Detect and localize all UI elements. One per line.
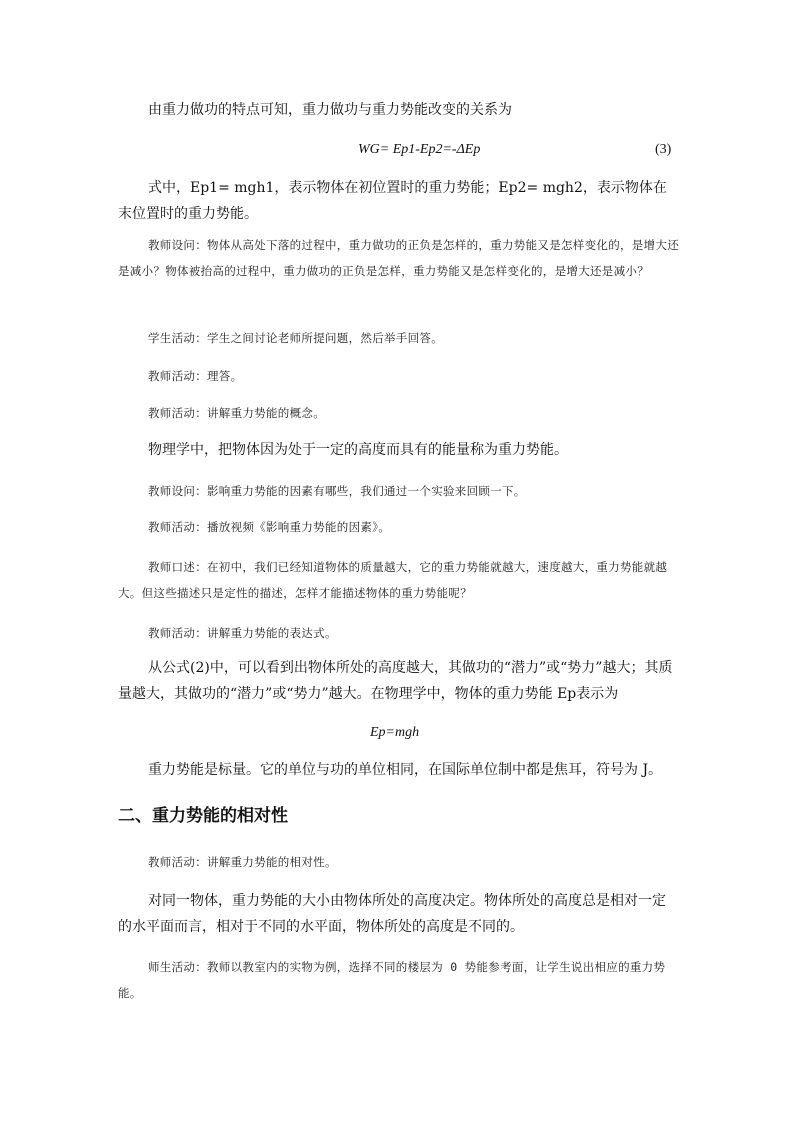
student-activity: 学生活动：学生之间讨论老师所提问题，然后举手回答。 [148,331,443,345]
teacher-question-2: 教师设问：影响重力势能的因素有哪些，我们通过一个实验来回顾一下。 [148,484,526,498]
teacher-student-activity: 师生活动：教师以教室内的实物为例，选择不同的楼层为 0 势能参考面，让学生说出相应的重力势能。 [118,960,666,1000]
teacher-activity-1: 教师活动：理答。 [148,369,243,383]
teacher-narration: 教师口述：在初中，我们已经知道物体的质量越大，它的重力势能就越大，速度越大，重力势能就越大。但这些描述只是定性的描述，怎样才能描述物体的重力势能呢？ [118,560,668,600]
relativity-paragraph: 对同一物体，重力势能的大小由物体所处的高度决定。物体所处的高度总是相对一定的水平面而言，相对于不同的水平面，物体所处的高度是不同的。 [118,893,666,935]
teacher-question-1: 教师设问：物体从高处下落的过程中，重力做功的正负是怎样的，重力势能又是怎样变化的，是增大还是减小？物体被抬高的过程中，重力做功的正负是怎样，重力势能又是怎样变化的，是增大还是减小？ [118,238,679,278]
formula-potential-energy: Ep=mgh [370,725,420,740]
formula-paragraph: 从公式(2)中，可以看到出物体所处的高度越大，其做功的“潜力”或“势力”越大；其质量越大，其做功的“潜力”或“势力”越大。在物理学中，物体的重力势能 Ep表示为 [118,660,673,702]
scalar-paragraph: 重力势能是标量。它的单位与功的单位相同，在国际单位制中都是焦耳，符号为 J。 [148,762,663,778]
formula-work-energy: WG= Ep1-Ep2=-ΔEp [358,142,481,157]
physics-definition: 物理学中，把物体因为处于一定的高度而具有的能量称为重力势能。 [148,442,568,458]
teacher-activity-4: 教师活动：讲解重力势能的表达式。 [148,626,337,640]
teacher-activity-2: 教师活动：讲解重力势能的概念。 [148,406,325,420]
formula-number: (3) [655,142,672,157]
teacher-activity-5: 教师活动：讲解重力势能的相对性。 [148,855,337,869]
intro-line: 由重力做功的特点可知，重力做功与重力势能改变的关系为 [148,102,512,118]
definition-paragraph: 式中，Ep1= mgh1，表示物体在初位置时的重力势能；Ep2= mgh2，表示物体在末位置时的重力势能。 [118,180,667,222]
teacher-activity-3: 教师活动：播放视频《影响重力势能的因素》。 [148,520,391,534]
section-heading: 二、重力势能的相对性 [118,806,288,826]
